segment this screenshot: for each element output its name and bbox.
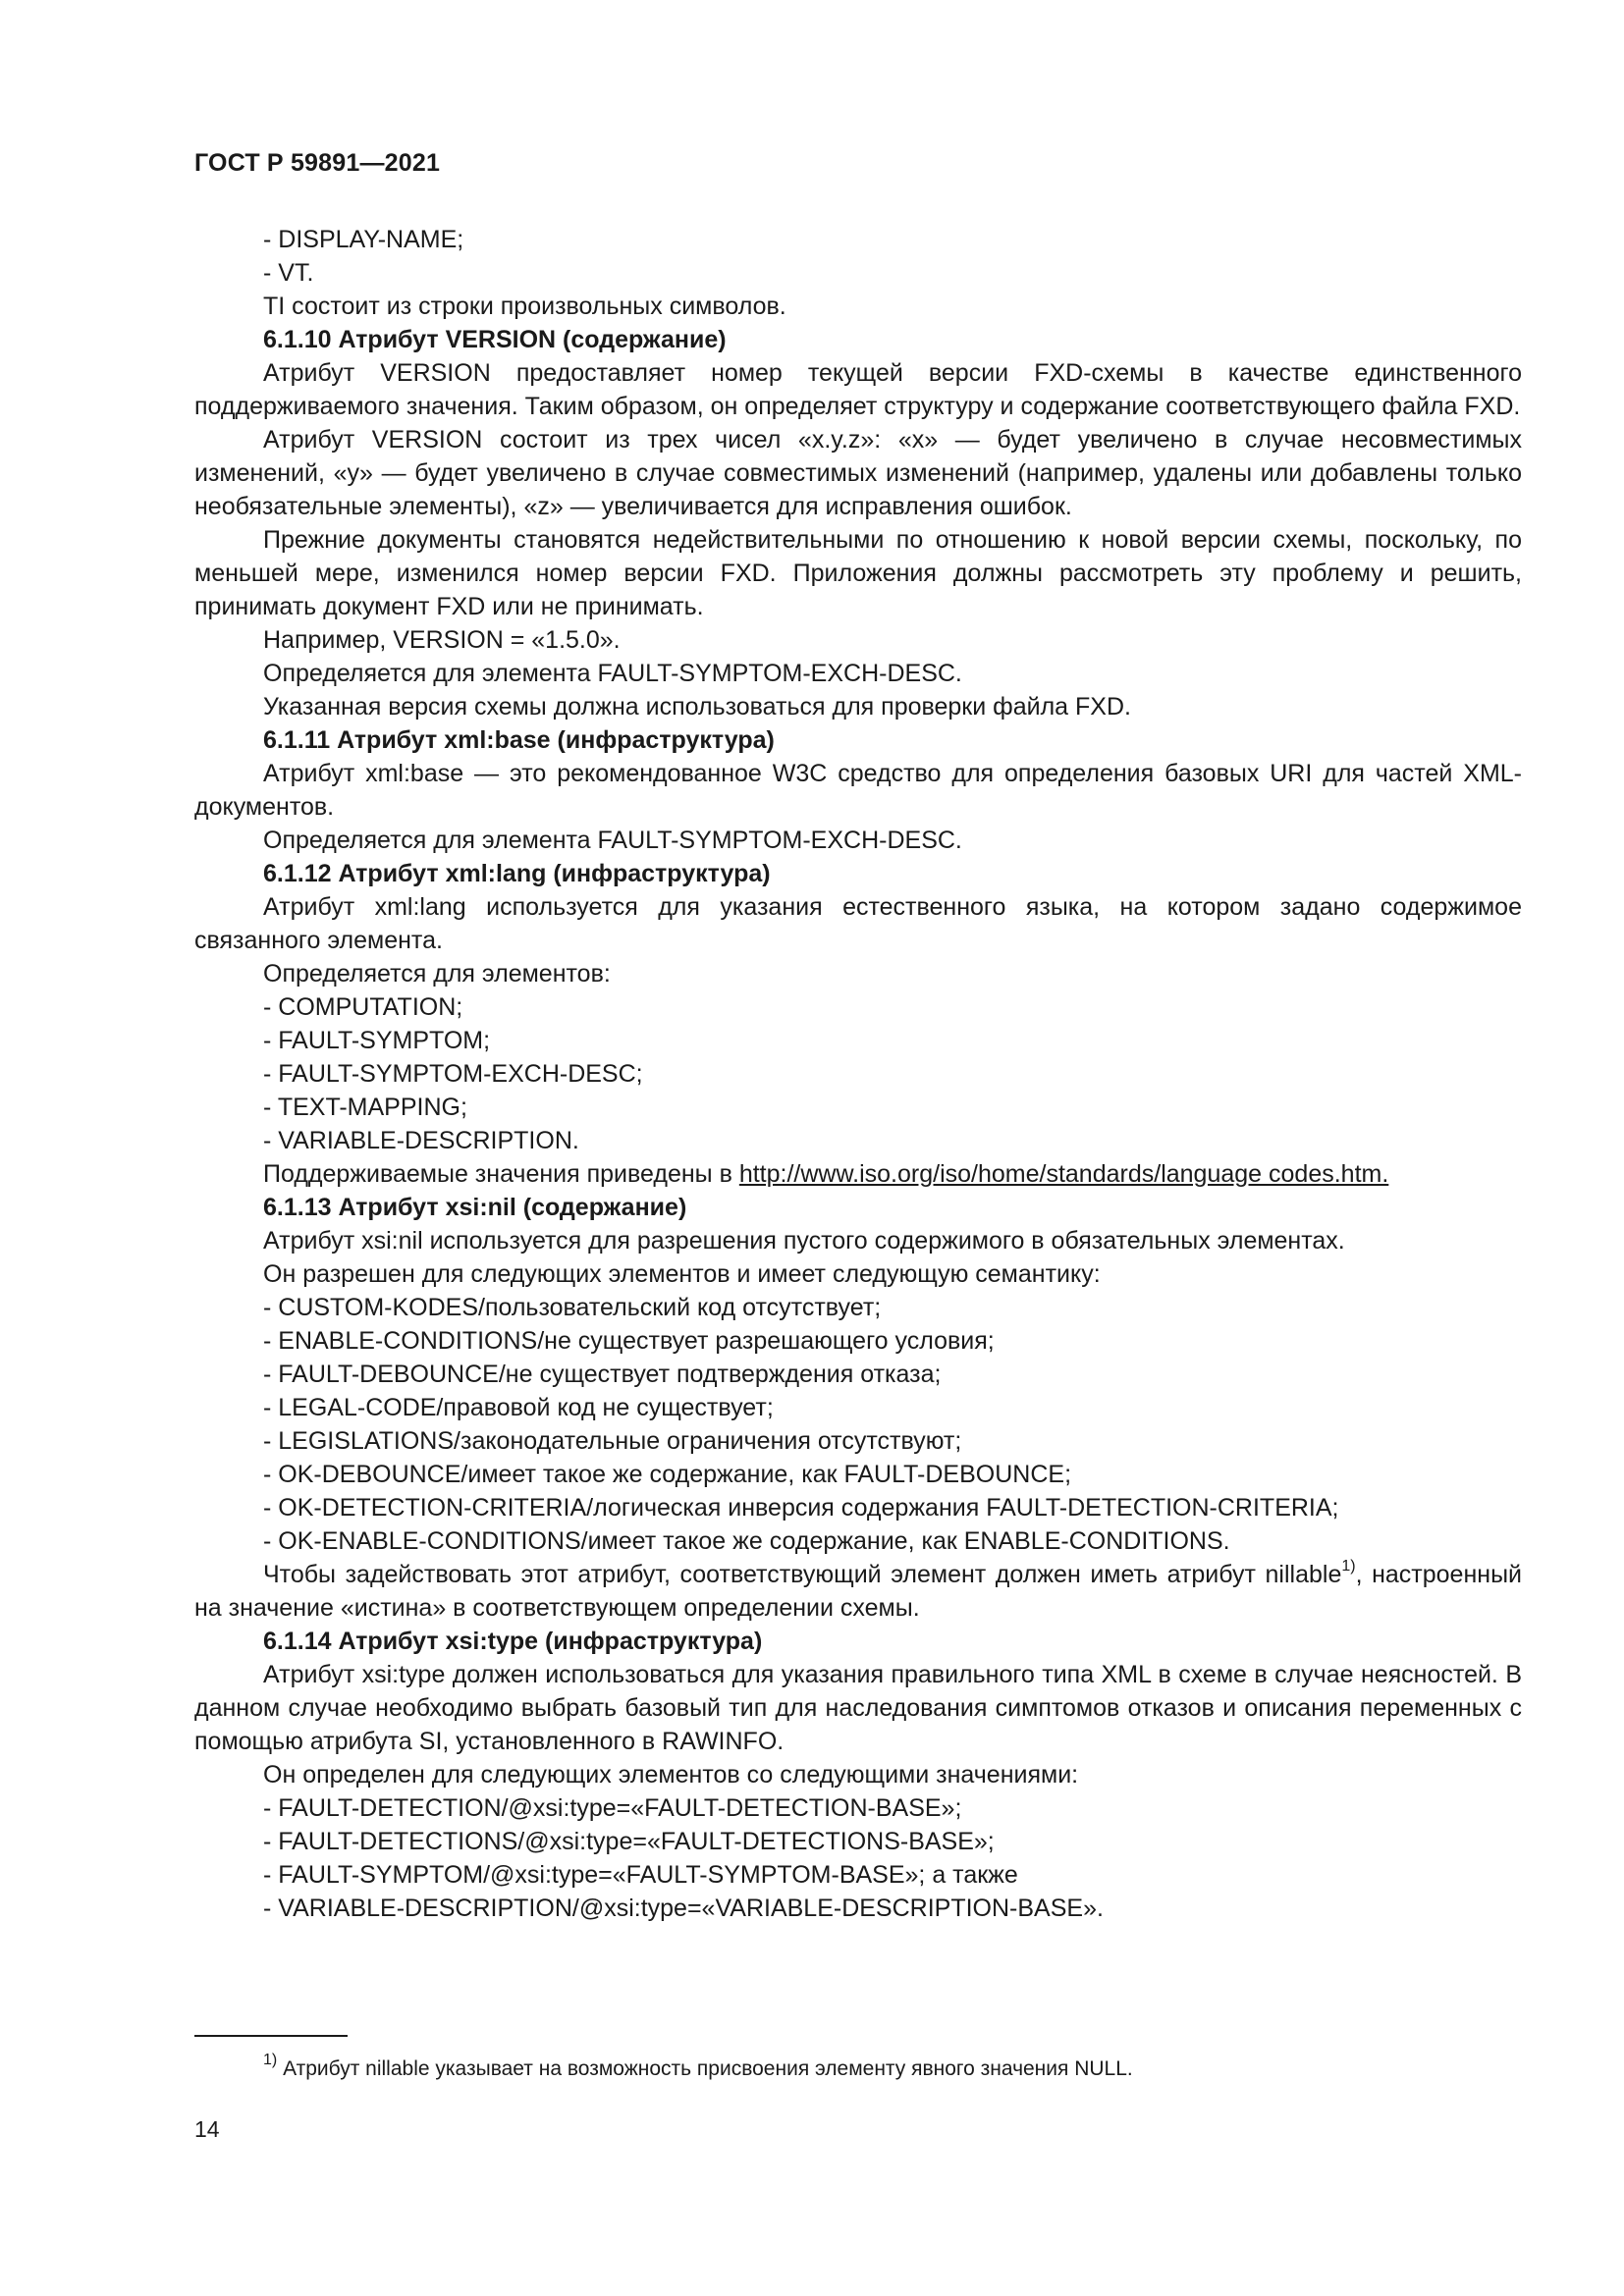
list-item: - DISPLAY-NAME;	[263, 226, 464, 253]
section-heading-6-1-12: 6.1.12 Атрибут xml:lang (инфраструктура)	[263, 860, 771, 887]
list-item: - FAULT-DETECTIONS/@xsi:type=«FAULT-DETECTIONS-BASE»;	[263, 1828, 995, 1855]
footnote-marker: 1)	[1341, 1557, 1356, 1575]
page-number: 14	[194, 2116, 220, 2142]
footnote-divider	[194, 2035, 348, 2037]
list-item: - TEXT-MAPPING;	[263, 1094, 467, 1121]
section-heading-6-1-10: 6.1.10 Атрибут VERSION (содержание)	[263, 326, 727, 353]
list-item: - VARIABLE-DESCRIPTION.	[263, 1127, 579, 1154]
paragraph: Атрибут xml:lang используется для указания естественного языка, на котором задано содержимое связанного элемента.	[194, 893, 1522, 954]
section-heading-6-1-11: 6.1.11 Атрибут xml:base (инфраструктура)	[263, 726, 775, 754]
paragraph: Определяется для элемента FAULT-SYMPTOM-EXCH-DESC.	[263, 660, 962, 687]
list-item: - LEGISLATIONS/законодательные ограничения отсутствуют;	[263, 1427, 962, 1455]
standard-header: ГОСТ Р 59891—2021	[194, 149, 441, 177]
paragraph: Он разрешен для следующих элементов и имеет следующую семантику:	[263, 1260, 1101, 1288]
list-item: - VT.	[263, 259, 314, 287]
paragraph: Атрибут VERSION состоит из трех чисел «x.y.z»: «x» — будет увеличено в случае несовместимых изменений, «y» — будет увеличено в случае совместимых изменений (например, удалены или добавлены только необязательные элементы), «z» — увеличивается для исправления ошибок.	[194, 426, 1522, 520]
iso-language-codes-link[interactable]: http://www.iso.org/iso/home/standards/language codes.htm.	[738, 1160, 1389, 1188]
list-item: - COMPUTATION;	[263, 993, 463, 1021]
paragraph: Указанная версия схемы должна использоваться для проверки файла FXD.	[263, 693, 1131, 721]
list-item: - FAULT-SYMPTOM/@xsi:type=«FAULT-SYMPTOM-BASE»; а также	[263, 1861, 1018, 1889]
paragraph: Определяется для элемента FAULT-SYMPTOM-EXCH-DESC.	[263, 827, 962, 854]
nillable-text-cont: , настроенный на значение «истина» в соответствующем определении схемы.	[194, 1561, 1523, 1622]
list-item: - FAULT-SYMPTOM;	[263, 1027, 491, 1054]
list-item: - OK-DEBOUNCE/имеет такое же содержание, как FAULT-DEBOUNCE;	[263, 1461, 1072, 1488]
list-item: - OK-ENABLE-CONDITIONS/имеет такое же содержание, как ENABLE-CONDITIONS.	[263, 1527, 1230, 1555]
list-item: - LEGAL-CODE/правовой код не существует;	[263, 1394, 774, 1421]
section-heading-6-1-14: 6.1.14 Атрибут xsi:type (инфраструктура)	[263, 1628, 763, 1655]
footnote	[194, 2052, 1522, 2083]
document-body	[194, 223, 1522, 1925]
paragraph	[194, 1558, 1522, 1625]
nillable-text: Чтобы задействовать этот атрибут, соответствующий элемент должен иметь атрибут nillable	[263, 1561, 1342, 1588]
paragraph: Атрибут VERSION предоставляет номер текущей версии FXD-схемы в качестве единственного поддерживаемого значения. Таким образом, он определяет структуру и содержание соответствующего файла FXD.	[194, 359, 1522, 420]
footnote-marker: 1)	[263, 2052, 278, 2068]
paragraph: Атрибут xml:base — это рекомендованное W3C средство для определения базовых URI для частей XML-документов.	[194, 760, 1522, 821]
list-item: - VARIABLE-DESCRIPTION/@xsi:type=«VARIABLE-DESCRIPTION-BASE».	[263, 1895, 1104, 1922]
section-heading-6-1-13: 6.1.13 Атрибут xsi:nil (содержание)	[263, 1194, 687, 1221]
paragraph: Прежние документы становятся недействительными по отношению к новой версии схемы, поскольку, по меньшей мере, изменился номер версии FXD. Приложения должны рассмотреть эту проблему и решить, принимать документ FXD или не принимать.	[194, 526, 1522, 620]
list-item: - FAULT-SYMPTOM-EXCH-DESC;	[263, 1060, 643, 1088]
list-item: - ENABLE-CONDITIONS/не существует разрешающего условия;	[263, 1327, 995, 1355]
paragraph: Он определен для следующих элементов со следующими значениями:	[263, 1761, 1079, 1789]
list-item: - CUSTOM-KODES/пользовательский код отсутствует;	[263, 1294, 882, 1321]
footnote-text: Атрибут nillable указывает на возможность присвоения элементу явного значения NULL.	[277, 2057, 1133, 2080]
paragraph: TI состоит из строки произвольных символов.	[263, 293, 786, 320]
list-item: - FAULT-DETECTION/@xsi:type=«FAULT-DETECTION-BASE»;	[263, 1794, 962, 1822]
list-item: - OK-DETECTION-CRITERIA/логическая инверсия содержания FAULT-DETECTION-CRITERIA;	[263, 1494, 1339, 1522]
list-item: - FAULT-DEBOUNCE/не существует подтверждения отказа;	[263, 1361, 942, 1388]
paragraph: Атрибут xsi:nil используется для разрешения пустого содержимого в обязательных элементах.	[263, 1227, 1345, 1255]
paragraph	[194, 1157, 1522, 1191]
supported-values-text: Поддерживаемые значения приведены в	[263, 1160, 739, 1188]
paragraph: Атрибут xsi:type должен использоваться для указания правильного типа XML в схеме в случае неясностей. В данном случае необходимо выбрать базовый тип для наследования симптомов отказов и описания переменных с помощью атрибута SI, установленного в RAWINFO.	[194, 1661, 1522, 1755]
paragraph: Определяется для элементов:	[263, 960, 611, 988]
paragraph: Например, VERSION = «1.5.0».	[263, 626, 621, 654]
